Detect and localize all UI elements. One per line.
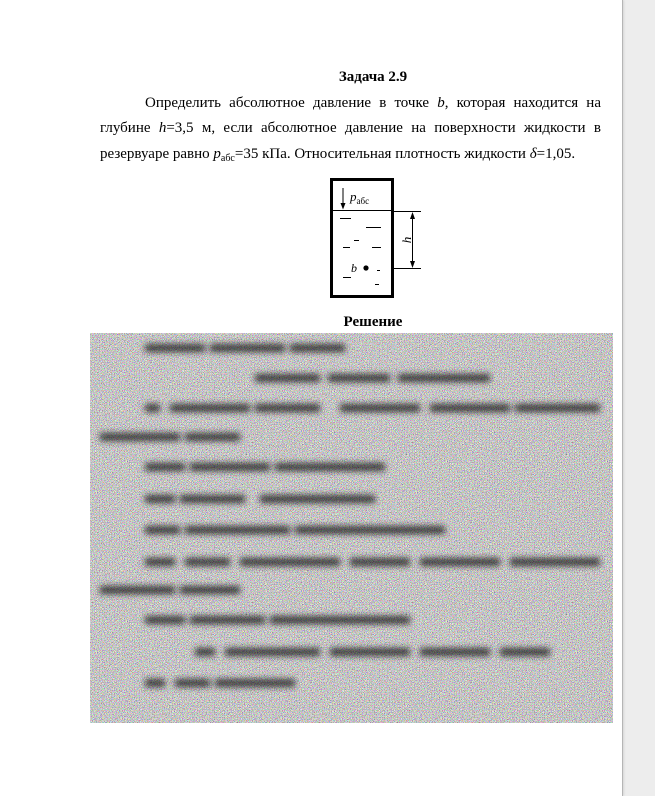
obscured-text-line	[340, 404, 420, 412]
obscured-text-line	[100, 586, 175, 594]
obscured-text-line	[240, 558, 340, 566]
obscured-text-line	[275, 463, 385, 471]
obscured-text-line	[175, 679, 210, 687]
obscured-text-line	[215, 679, 295, 687]
statement-line-1	[145, 91, 601, 115]
obscured-text-line	[255, 404, 320, 412]
obscured-text-line	[210, 344, 285, 352]
point-b-marker	[363, 265, 368, 270]
obscured-text-line	[180, 495, 245, 503]
obscured-text-line	[195, 648, 215, 656]
obscured-text-line	[295, 526, 445, 534]
statement-line-3	[100, 142, 601, 166]
depth-label: h	[399, 236, 414, 244]
statement-text: глубине	[100, 120, 159, 136]
statement-text: =3,5 м, если абсолютное давление на поверхности жидкости в	[166, 120, 601, 136]
obscured-text-line	[185, 433, 240, 441]
statement-text: Определить абсолютное давление в точке	[145, 95, 438, 111]
obscured-text-block	[100, 344, 600, 687]
tank-diagram	[320, 170, 435, 305]
obscured-text-line	[398, 374, 490, 382]
statement-line-2	[100, 116, 601, 140]
obscured-text-line	[185, 558, 230, 566]
obscured-text-line	[190, 463, 270, 471]
obscured-text-line	[145, 526, 180, 534]
obscured-text-line	[420, 648, 490, 656]
obscured-text-line	[328, 374, 390, 382]
obscured-text-line	[185, 526, 290, 534]
pressure-arrow-head	[341, 203, 346, 210]
obscured-text-line	[290, 344, 345, 352]
obscured-text-line	[145, 616, 185, 624]
obscured-text-line	[100, 433, 180, 441]
pressure-label-symbol: p	[350, 189, 357, 204]
obscured-text-line	[255, 374, 320, 382]
obscured-text-line	[225, 648, 320, 656]
obscured-text-line	[260, 495, 375, 503]
obscured-text-line	[350, 558, 410, 566]
obscured-solution-image	[90, 333, 613, 723]
obscured-text-line	[145, 558, 175, 566]
statement-text: =1,05.	[536, 146, 576, 162]
depth-symbol: h	[158, 120, 167, 136]
statement-text: =35 кПа. Относительная плотность жидкости	[234, 146, 530, 162]
pressure-subscript: абс	[220, 153, 235, 164]
solution-heading: Решение	[343, 314, 403, 330]
pressure-label	[349, 189, 369, 206]
obscured-text-line	[145, 463, 185, 471]
point-b-label: b	[351, 261, 357, 275]
problem-title: Задача 2.9	[338, 69, 408, 85]
depth-arrow-top	[410, 212, 415, 219]
pressure-label-subscript: абс	[356, 196, 370, 206]
obscured-text-line	[190, 616, 265, 624]
obscured-text-line	[145, 344, 205, 352]
depth-arrow-bottom	[410, 261, 415, 268]
point-symbol: b	[437, 95, 445, 111]
statement-text: резервуаре равно	[100, 146, 214, 162]
obscured-text-line	[515, 404, 600, 412]
obscured-text-line	[145, 679, 165, 687]
obscured-text-line	[145, 495, 175, 503]
obscured-text-line	[430, 404, 510, 412]
obscured-text-line	[145, 404, 160, 412]
density-symbol: δ	[529, 146, 537, 162]
statement-text: , которая находится на	[444, 95, 601, 111]
obscured-text-line	[170, 404, 250, 412]
obscured-text-line	[180, 586, 240, 594]
obscured-text-line	[270, 616, 410, 624]
obscured-text-line	[510, 558, 600, 566]
pressure-symbol: p	[213, 146, 221, 162]
obscured-text-line	[420, 558, 500, 566]
obscured-text-line	[330, 648, 410, 656]
obscured-text-line	[500, 648, 550, 656]
